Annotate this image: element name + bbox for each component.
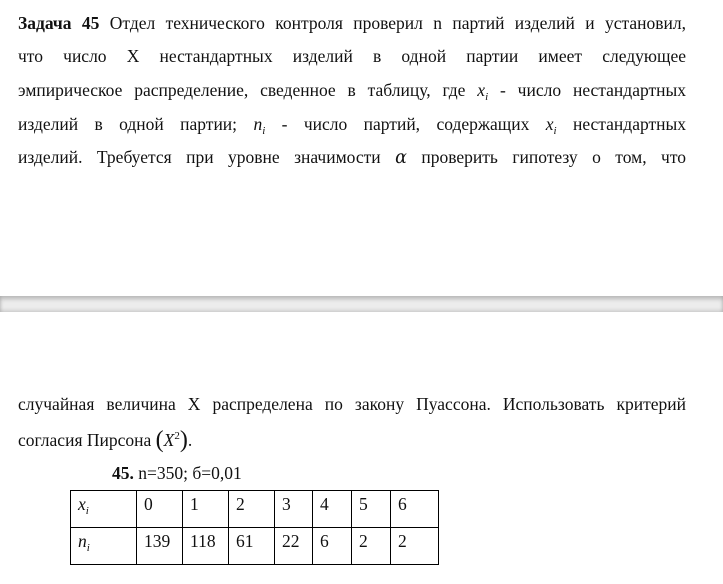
paren-close: )	[179, 427, 188, 453]
var-n: n	[78, 531, 87, 551]
text-segment: - число партий, содержащих	[281, 114, 530, 134]
text-segment: изделий. Требуется при уровне значимости	[18, 147, 381, 167]
sub-i: i	[85, 505, 89, 517]
text-segment: эмпирическое распределение, сведенное в таблицу, где	[18, 80, 466, 100]
table-cell: 6	[391, 491, 439, 528]
table-cell: 3	[275, 491, 313, 528]
table-cell: 6	[313, 528, 352, 565]
line-end: .	[187, 430, 193, 450]
table-row-x	[71, 491, 439, 528]
sub-i: i	[485, 91, 489, 103]
text-line-5	[18, 146, 686, 169]
text-segment: нестандартных	[572, 114, 687, 134]
table-cell: 22	[275, 528, 313, 565]
row-header-x	[71, 491, 137, 528]
text-line-2: что число X нестандартных изделий в одной партии имеет следующее	[18, 46, 686, 66]
text-segment: согласия Пирсона	[18, 430, 152, 450]
table-cell: 61	[229, 528, 275, 565]
page-separator	[0, 296, 723, 312]
problem-label: Задача 45	[18, 13, 100, 33]
formula-chi-square	[155, 427, 188, 453]
text-segment: Отдел технического контроля проверил n партий изделий и установил,	[109, 13, 687, 33]
table-row-n	[71, 528, 439, 565]
text-segment: - число нестандартных	[500, 80, 686, 100]
text-line-6: случайная величина X распределена по закону Пуассона. Использовать критерий	[18, 394, 686, 414]
table-cell: 118	[183, 528, 229, 565]
text-segment: изделий в одной партии;	[18, 114, 238, 134]
variant-number: 45.	[112, 463, 134, 483]
formula-x-i	[477, 80, 489, 103]
var-x: x	[477, 80, 486, 100]
sub-i: i	[553, 125, 557, 137]
text-line-7	[18, 428, 686, 454]
text-line-3	[18, 79, 686, 104]
var-x: x	[545, 114, 554, 134]
var-x: x	[78, 494, 86, 514]
var-n: n	[253, 114, 263, 134]
paren-open: (	[155, 427, 164, 453]
text-line-1	[18, 12, 686, 34]
text-line-4	[18, 113, 686, 138]
row-header-n	[71, 528, 137, 565]
formula-n-i	[253, 114, 266, 137]
formula-x-i	[545, 114, 557, 137]
table-cell: 4	[313, 491, 352, 528]
chi-var: X	[163, 430, 175, 450]
distribution-table	[70, 490, 439, 565]
table-cell: 5	[352, 491, 391, 528]
alpha-symbol: α	[395, 148, 407, 168]
table-cell: 1	[183, 491, 229, 528]
table-cell: 2	[352, 528, 391, 565]
table-cell: 139	[137, 528, 183, 565]
sub-i: i	[86, 542, 90, 554]
table-cell: 2	[229, 491, 275, 528]
table-cell: 0	[137, 491, 183, 528]
chi-power: 2	[174, 430, 180, 442]
text-segment: проверить гипотезу о том, что	[421, 147, 686, 167]
variant-params: n=350; б=0,01	[138, 463, 242, 483]
table-cell: 2	[391, 528, 439, 565]
variant-line	[112, 462, 242, 484]
sub-i: i	[262, 125, 266, 137]
